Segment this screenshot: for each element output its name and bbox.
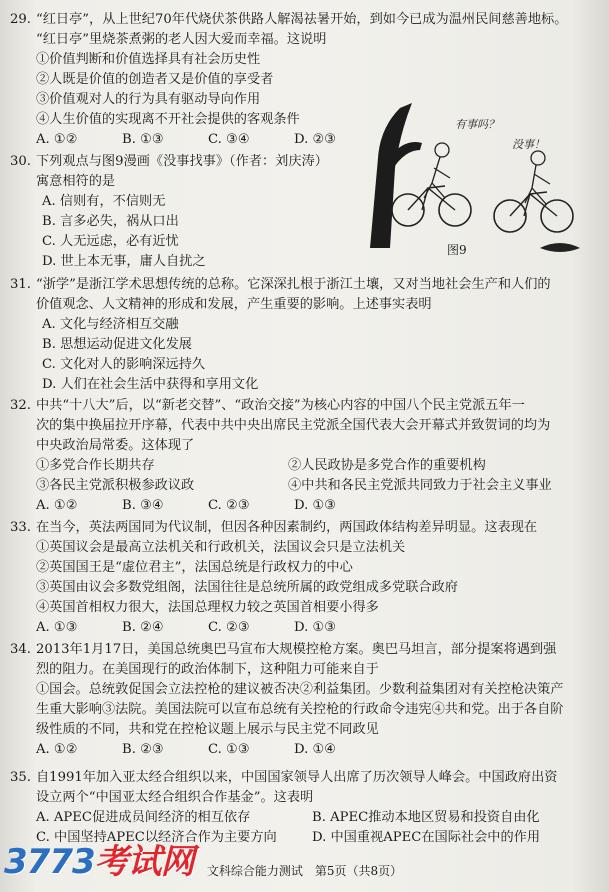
- statement-item: ③英国由议会多数党组阁，法国往往是总统所属的政党组成多党联合政府: [36, 580, 458, 595]
- question-stem: 级性质的不同，共和党在控枪议题上展示与民主党不同政见: [36, 722, 379, 737]
- answer-option: B. ②④: [122, 620, 164, 635]
- question-stem: 生重大影响③法院。美国法院可以宣布总统有关控枪的行政命令违宪④共和党。出于各自阶: [36, 702, 564, 717]
- answer-option: D. 世上本无事，庸人自扰之: [42, 254, 206, 269]
- question-stem: 中央政治局常委。这体现了: [36, 438, 195, 453]
- statement-item: ③价值观对人的行为具有驱动导向作用: [36, 92, 261, 107]
- statement-item: ①价值判断和价值选择具有社会历史性: [36, 52, 261, 67]
- answer-option: C. 人无远虑，必有近忧: [42, 234, 179, 249]
- answer-option: C. 文化对人的影响深远持久: [42, 357, 206, 372]
- answer-option: B. ②③: [122, 742, 164, 757]
- question-number: 34.: [10, 642, 31, 657]
- statement-item: ②人民政协是多党合作的重要机构: [288, 458, 486, 473]
- statement-item: ②英国国王是“虚位君主”，法国总统是行政权力的中心: [36, 560, 353, 575]
- answer-option: D. ①③: [294, 498, 337, 513]
- question-34: [10, 640, 599, 760]
- question-stem: 中共“十八大”后，以“新老交替”、“政治交接”为核心内容的中国八个民主党派五年一: [36, 398, 525, 413]
- question-number: 31.: [10, 277, 31, 292]
- answer-option: C. ②③: [208, 498, 250, 513]
- answer-option: A. ①②: [36, 132, 78, 147]
- question-number: 29.: [10, 12, 31, 27]
- question-number: 33.: [10, 520, 31, 535]
- question-stem: 价值观念、人文精神的形成和发展，产生重要的影响。上述事实表明: [36, 297, 432, 312]
- answer-option: A. ①②: [36, 498, 78, 513]
- question-32: [10, 396, 599, 516]
- question-stem: 设立两个“中国亚太经合组织合作基金”。这表明: [36, 790, 314, 805]
- answer-option: A. ①③: [36, 620, 78, 635]
- answer-option: C. 中国坚持APEC以经济合作为主要方向: [36, 830, 277, 845]
- question-number: 32.: [10, 398, 31, 413]
- answer-option: A. ①②: [36, 742, 78, 757]
- question-33: [10, 518, 599, 638]
- answer-option: B. APEC推动本地区贸易和投资自由化: [312, 810, 540, 825]
- question-stem: “红日亭”里烧茶煮粥的老人因大爱而幸福。这说明: [36, 32, 327, 47]
- answer-option: A. 文化与经济相互交融: [42, 317, 179, 332]
- question-stem: 次的集中换届拉开序幕，代表中共中央出席民主党派全国代表大会开幕式并致贺词的均为: [36, 418, 551, 433]
- speech-bubble-2: 没事！: [512, 138, 545, 151]
- statement-item: ③各民主党派积极参政议政: [36, 478, 195, 493]
- question-31: [10, 275, 599, 395]
- page-footer: 文科综合能力测试 第5页（共8页）: [206, 864, 403, 878]
- statement-item: ④英国首相权力很大，法国总理权力较之英国首相要小得多: [36, 600, 379, 615]
- answer-option: D. 人们在社会生活中获得和享用文化: [42, 377, 259, 392]
- figure-caption: 图9: [447, 243, 467, 257]
- question-stem: ①国会。总统敦促国会立法控枪的建议被否决②利益集团。少数利益集团对有关控枪决策产: [36, 682, 564, 697]
- question-stem: “浙学”是浙江学术思想传统的总称。它深深扎根于浙江土壤，又对当地社会生产和人们的: [36, 277, 551, 292]
- question-stem: 2013年1月17日，美国总统奥巴马宣布大规模控枪方案。奥巴马坦言，部分提案将遇到强: [36, 642, 557, 657]
- answer-option: D. ①③: [294, 620, 337, 635]
- speech-bubble-1: 有事吗？: [455, 118, 499, 131]
- statement-item: ④人生价值的实现离不开社会提供的客观条件: [36, 112, 300, 127]
- answer-option: C. ③④: [208, 132, 250, 147]
- question-stem: 下列观点与图9漫画《没事找事》（作者：刘庆涛）: [36, 154, 328, 169]
- answer-option: D. ②③: [294, 132, 337, 147]
- answer-option: B. ①③: [122, 132, 164, 147]
- question-stem: 在当今，英法两国同为代议制，但因各种因素制约，两国政体结构差异明显。这表现在: [36, 520, 538, 535]
- answer-option: A. 信则有，不信则无: [42, 194, 166, 209]
- question-number: 30.: [10, 154, 31, 169]
- cartoon-figure-9: [360, 98, 595, 263]
- question-number: 35.: [10, 770, 31, 785]
- statement-item: ②人既是价值的创造者又是价值的享受者: [36, 72, 274, 87]
- statement-item: ①英国议会是最高立法机关和行政机关，法国议会只是立法机关: [36, 540, 406, 555]
- answer-option: B. 言多必失，祸从口出: [42, 214, 179, 229]
- watermark-text: 考试网: [94, 842, 194, 882]
- cartoon-illustration: [360, 98, 595, 263]
- statement-item: ④中共和各民主党派共同致力于社会主义事业: [288, 478, 552, 493]
- question-stem: “红日亭”，从上世纪70年代烧伏茶供路人解渴祛暑开始，到如今已成为温州民间慈善地标。: [36, 12, 568, 27]
- answer-option: D. ①④: [294, 742, 337, 757]
- answer-option: A. APEC促进成员间经济的相互依存: [36, 810, 251, 825]
- watermark-number: 3773: [4, 842, 95, 882]
- answer-option: C. ①③: [208, 742, 250, 757]
- question-stem: 自1991年加入亚太经合组织以来，中国国家领导人出席了历次领导人峰会。中国政府出资: [36, 770, 558, 785]
- answer-option: B. ③④: [122, 498, 164, 513]
- answer-option: C. ②③: [208, 620, 250, 635]
- question-stem: 寓意相符的是: [36, 174, 116, 189]
- question-stem: 烈的阻力。在美国现行的政治体制下，这种阻力可能来自于: [36, 662, 379, 677]
- statement-item: ①多党合作长期共存: [36, 458, 155, 473]
- answer-option: D. 中国重视APEC在国际社会中的作用: [312, 830, 541, 845]
- answer-option: B. 思想运动促进文化发展: [42, 337, 192, 352]
